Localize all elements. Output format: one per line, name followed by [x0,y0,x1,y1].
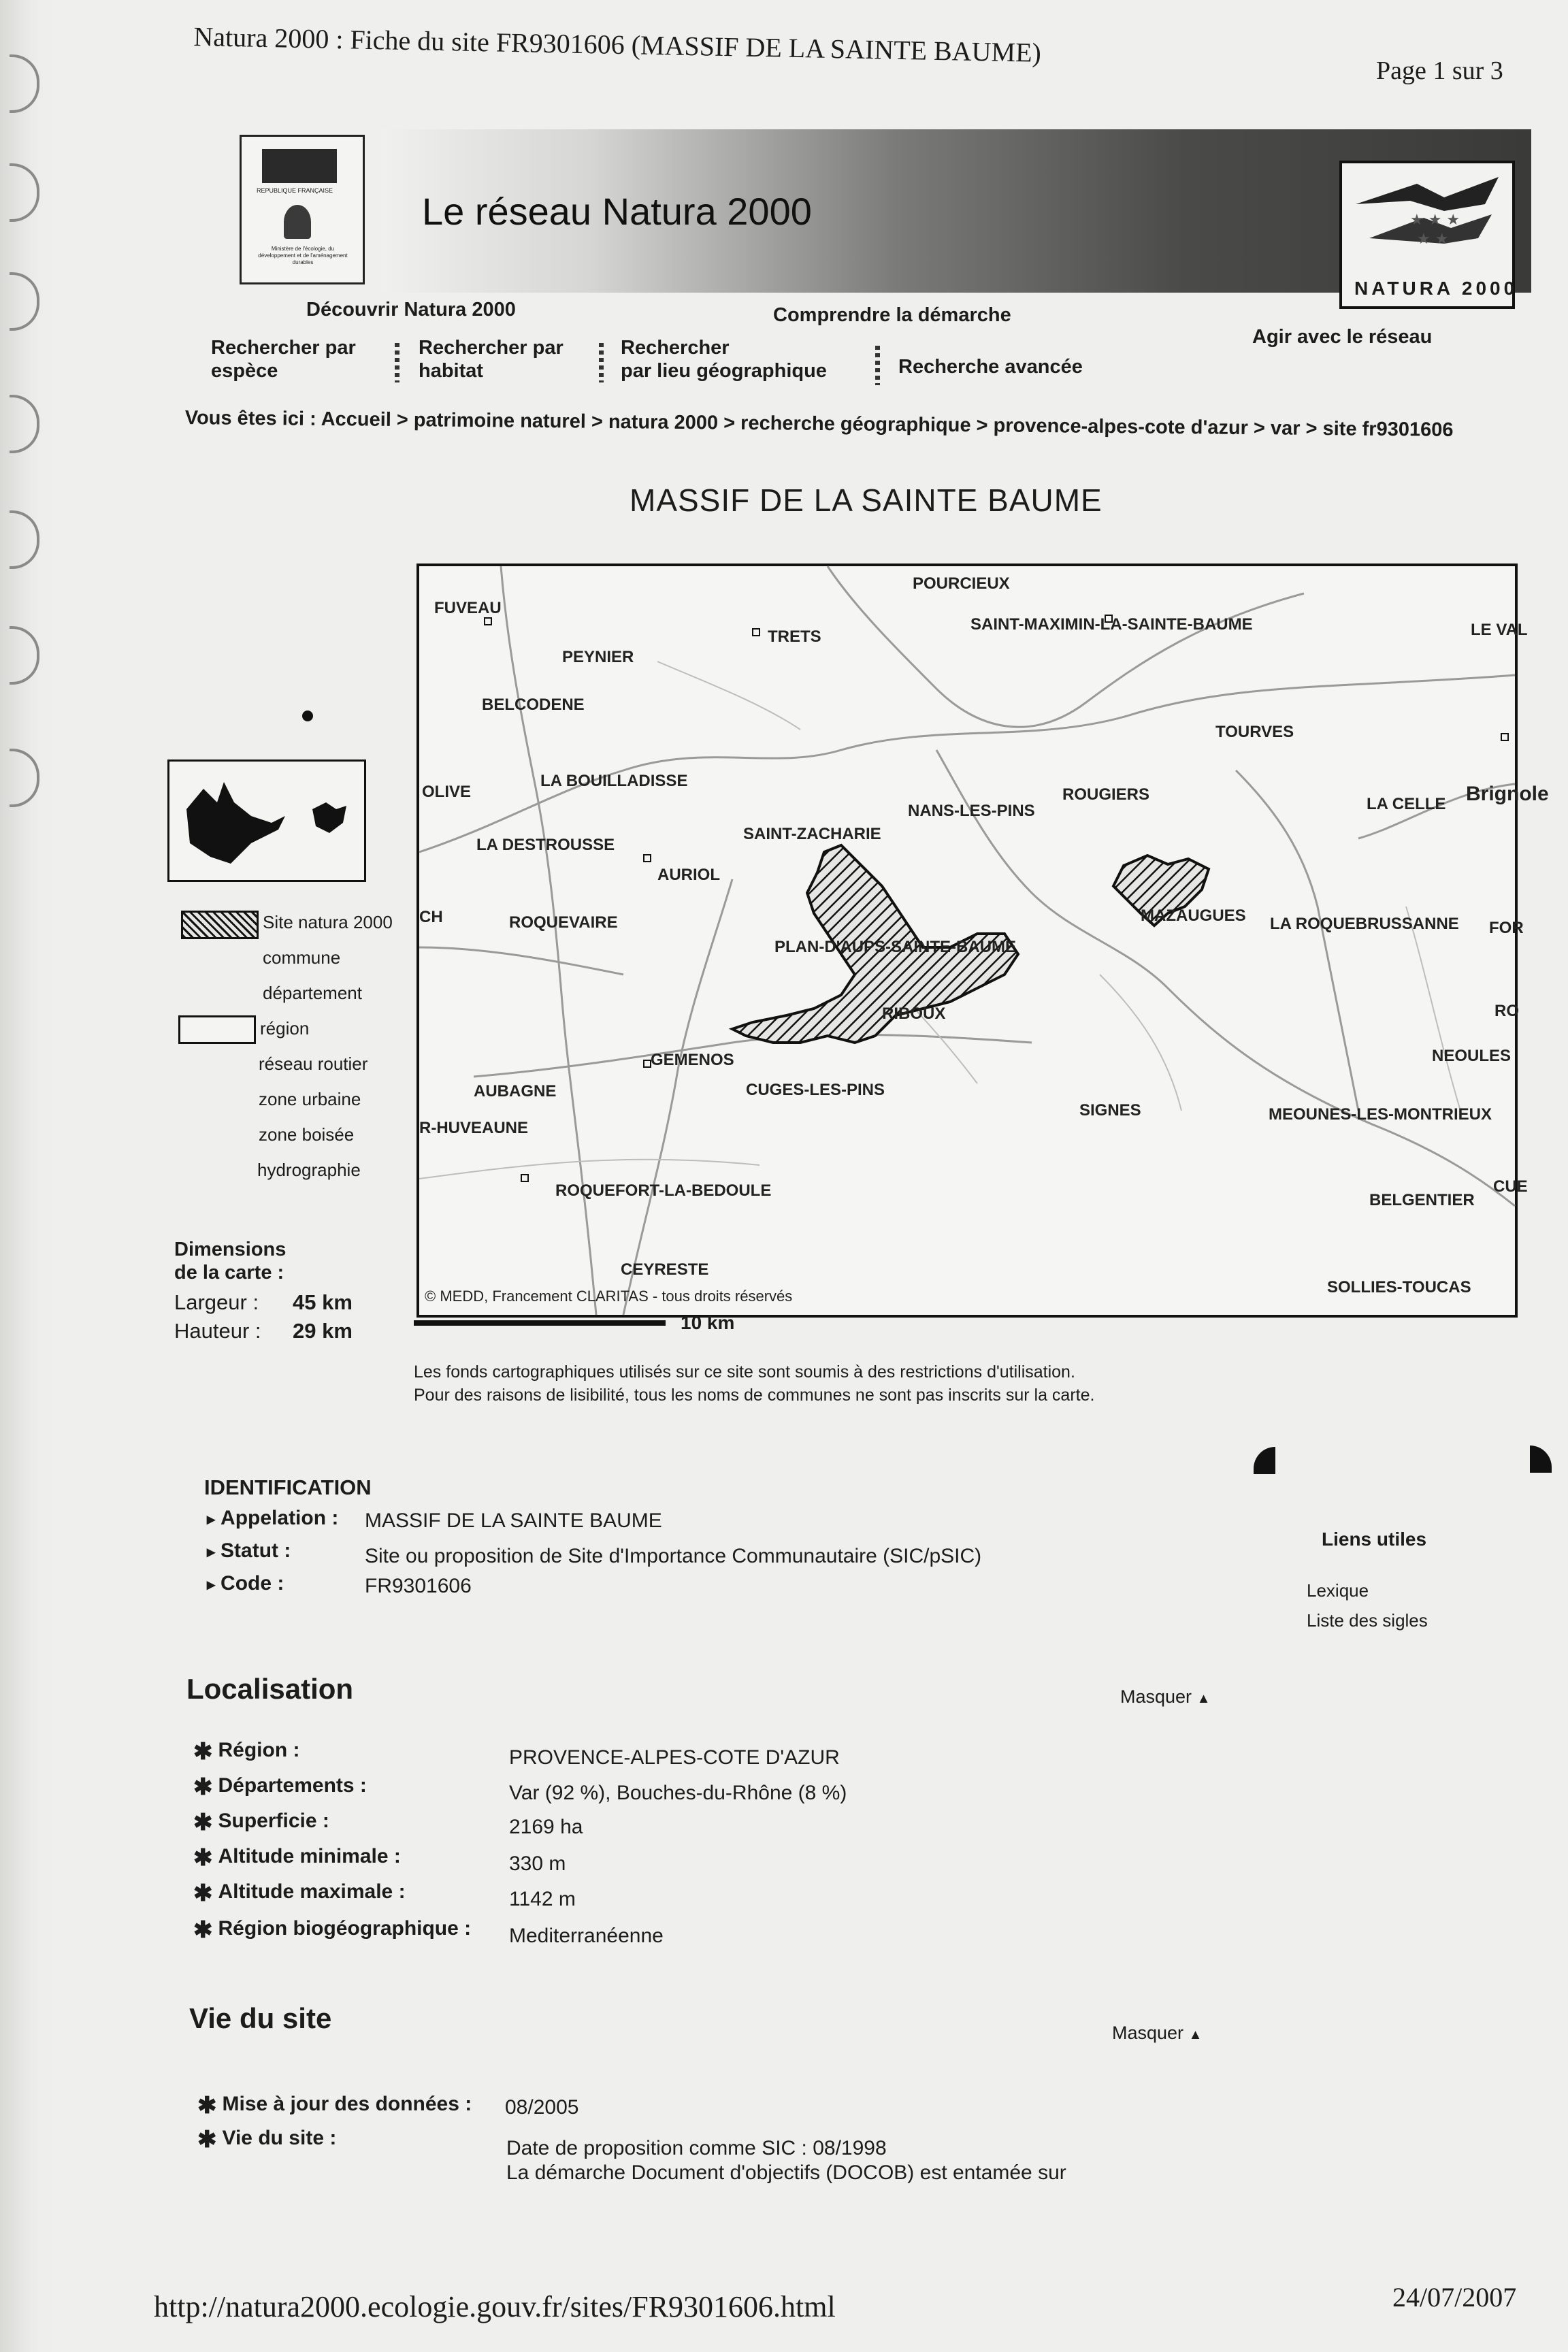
localisation-hide-label: Masquer [1120,1686,1192,1707]
birds-icon [1342,163,1512,272]
caret-up-icon: ▲ [1196,1691,1211,1706]
loc-row-value: 2169 ha [509,1816,583,1838]
asterisk-icon: ✱ [197,2093,217,2119]
binding-ring [10,626,39,685]
map-town-la-bouilladisse: LA BOUILLADISSE [540,772,688,790]
caret-up-icon: ▲ [1188,2027,1203,2042]
statut-value: Site ou proposition de Site d'Importance Communautaire (SIC/pSIC) [365,1545,982,1567]
print-footer-url: http://natura2000.ecologie.gouv.fr/sites/FR9301606.html [154,2290,836,2323]
map-town-plan-d-aups: PLAN-D'AUPS-SAINTE-BAUME [774,938,1017,956]
loc-row-label-text: Région biogéographique : [218,1917,472,1940]
nav-separator [395,343,399,382]
map-town-huveaune: R-HUVEAUNE [419,1119,529,1137]
asterisk-icon: ✱ [197,2127,217,2153]
map-copyright: © MEDD, Francement CLARITAS - tous droits réservés [425,1288,793,1305]
loc-row-value: 1142 m [509,1888,576,1910]
asterisk-icon: ✱ [193,1845,213,1871]
loc-row-label-text: Superficie : [218,1810,329,1832]
asterisk-icon: ✱ [193,1917,213,1943]
map-town-cuges-les-pins: CUGES-LES-PINS [746,1081,885,1099]
map-town-for: FOR [1489,919,1524,937]
life-value-2: La démarche Document d'objectifs (DOCOB) est entamée sur [506,2161,1066,2184]
map-town-gemenos: GEMENOS [651,1051,734,1069]
map-town-pourcieux: POURCIEUX [913,574,1010,593]
code-label [207,1572,284,1595]
link-lexique[interactable]: Lexique [1307,1580,1369,1601]
map-town-ceyreste: CEYRESTE [621,1260,709,1279]
loc-row-label-text: Altitude maximale : [218,1880,406,1903]
binding-ring [10,510,39,569]
map-town-cue: CUE [1493,1177,1528,1196]
banner-title: Le réseau Natura 2000 [422,190,812,233]
binding-ring [10,54,39,113]
map-town-peynier: PEYNIER [562,648,634,666]
spiral-binding [0,0,54,2352]
appelation-value: MASSIF DE LA SAINTE BAUME [365,1509,662,1532]
triangle-icon: ▸ [207,1510,216,1529]
legend-swatch-region [178,1015,256,1044]
nav-understand[interactable]: Comprendre la démarche [773,304,1011,326]
nav-discover[interactable]: Découvrir Natura 2000 [306,299,516,321]
map-dot [302,710,313,721]
map-town-la-roquebrussanne: LA ROQUEBRUSSANNE [1270,915,1459,933]
map-town-ch: CH [419,908,443,926]
map-town-olive: OLIVE [422,783,472,801]
map-note-2: Pour des raisons de lisibilité, tous les noms de communes ne sont pas inscrits sur la carte. [414,1386,1095,1405]
print-footer-date: 24/07/2007 [1392,2282,1517,2313]
ministry-logo[interactable] [240,135,365,284]
map-town-belgentier: BELGENTIER [1369,1191,1475,1209]
svg-text:★ ★ ★: ★ ★ ★ [1410,212,1460,229]
useful-links-heading: Liens utiles [1322,1529,1427,1550]
nav-search-place[interactable] [621,336,827,382]
map-town-signes: SIGNES [1079,1101,1141,1120]
minimap-shapes [169,762,364,880]
map-scale-label: 10 km [681,1312,735,1333]
loc-row-value: Var (92 %), Bouches-du-Rhône (8 %) [509,1782,847,1804]
nav-search-habitat-line1: Rechercher par [419,337,564,359]
map-town-belcodene: BELCODENE [482,696,585,714]
nav-search-species-line1: Rechercher par [211,337,356,359]
localisation-hide-button[interactable] [1120,1686,1210,1708]
dimensions-width-label: Largeur : [174,1290,259,1314]
binding-ring [10,395,39,453]
map-town-nans-les-pins: NANS-LES-PINS [908,802,1035,820]
update-label-text: Mise à jour des données : [222,2093,472,2115]
loc-row-value: PROVENCE-ALPES-COTE D'AZUR [509,1746,840,1769]
box-corner-left [1254,1447,1275,1474]
site-map[interactable] [416,564,1549,1318]
binding-ring [10,272,39,331]
loc-row-label-text: Départements : [218,1774,367,1797]
nav-search-place-line2: par lieu géographique [621,360,827,382]
localisation-heading: Localisation [186,1673,354,1705]
legend-wood: zone boisée [259,1124,355,1145]
vie-du-site-hide-label: Masquer [1112,2023,1184,2043]
map-town-roquevaire: ROQUEVAIRE [509,913,618,932]
map-town-saint-zacharie: SAINT-ZACHARIE [743,825,881,843]
appelation-label [207,1507,338,1530]
loc-row-value: Mediterranéenne [509,1925,664,1947]
dimensions-height-value: 29 km [293,1319,353,1343]
map-town-meounes: MEOUNES-LES-MONTRIEUX [1269,1105,1492,1124]
nav-search-place-line1: Rechercher [621,337,730,359]
map-town-riboux: RIBOUX [882,1004,946,1023]
map-town-sollies-toucas: SOLLIES-TOUCAS [1327,1278,1471,1296]
loc-row-label [193,1774,367,1801]
dimensions-title-1: Dimensions [174,1239,287,1260]
legend-road: réseau routier [259,1054,368,1074]
map-town-trets: TRETS [768,627,821,646]
legend-region: région [260,1018,310,1039]
map-town-rougiers: ROUGIERS [1062,785,1150,804]
vie-du-site-hide-button[interactable] [1112,2023,1202,2044]
update-label [197,2092,472,2119]
binding-ring [10,749,39,807]
triangle-icon: ▸ [207,1575,216,1594]
legend-urban: zone urbaine [259,1089,361,1109]
map-town-mazaugues: MAZAUGUES [1141,906,1246,925]
legend-hydro: hydrographie [257,1160,361,1180]
dimensions-width-value: 45 km [293,1290,353,1314]
map-town-neoules: NEOULES [1432,1047,1512,1065]
svg-text:★ ★: ★ ★ [1417,231,1449,248]
asterisk-icon: ✱ [193,1774,213,1800]
map-town-la-celle: LA CELLE [1367,795,1446,813]
loc-row-value: 330 m [509,1852,566,1875]
legend-commune: commune [263,947,341,968]
map-town-le-val: LE VAL [1471,621,1528,639]
ministry-top-text: REPUBLIQUE FRANÇAISE [257,187,333,194]
map-town-tourves: TOURVES [1215,723,1294,741]
life-label [197,2126,336,2153]
natura2000-logo-text: NATURA 2000 [1354,278,1518,299]
breadcrumb[interactable]: Vous êtes ici : Accueil > patrimoine naturel > natura 2000 > recherche géographique > provence-alpes-cote d'azur > var > site fr9301606 [184,407,1454,441]
map-scale-bar [414,1320,666,1326]
nav-search-habitat[interactable] [419,336,564,382]
statut-label-text: Statut : [220,1539,291,1562]
nav-search-species-line2: espèce [211,360,278,382]
map-town-la-destrousse: LA DESTROUSSE [476,836,615,854]
tree-icon [284,205,311,239]
asterisk-icon: ✱ [193,1810,213,1835]
map-town-saint-maximin: SAINT-MAXIMIN-LA-SAINTE-BAUME [970,615,1253,634]
nav-search-species[interactable] [211,336,356,382]
page-title: MASSIF DE LA SAINTE BAUME [630,483,1102,518]
marianne-icon [262,149,337,183]
overview-minimap[interactable] [167,760,366,882]
natura2000-logo[interactable] [1339,161,1518,309]
nav-advanced-search[interactable]: Recherche avancée [898,356,1083,378]
code-value: FR9301606 [365,1575,472,1597]
dimensions-height-label: Hauteur : [174,1319,261,1343]
dimensions-title-2: de la carte : [174,1262,284,1284]
map-note-1: Les fonds cartographiques utilisés sur ce site sont soumis à des restrictions d'utilisation. [414,1362,1075,1382]
map-town-brignoles: Brignole [1466,783,1549,805]
map-town-ro: RO [1494,1002,1519,1020]
vie-du-site-heading: Vie du site [189,2002,332,2034]
appelation-label-text: Appelation : [220,1507,339,1529]
box-corner-right [1530,1446,1552,1473]
identification-heading: IDENTIFICATION [204,1475,372,1499]
update-value: 08/2005 [505,2096,579,2119]
print-header-title: Natura 2000 : Fiche du site FR9301606 (MASSIF DE LA SAINTE BAUME) [193,20,1042,68]
legend-site: Site natura 2000 [263,912,393,932]
nav-separator [599,343,604,382]
nav-search-habitat-line2: habitat [419,360,484,382]
life-value-1: Date de proposition comme SIC : 08/1998 [506,2137,887,2159]
loc-row-label-text: Altitude minimale : [218,1845,401,1867]
loc-row-label [193,1809,329,1836]
statut-label [207,1539,291,1563]
loc-row-label-text: Région : [218,1739,300,1761]
nav-separator [875,346,880,385]
binding-ring [10,163,39,222]
loc-row-label [193,1880,406,1907]
life-label-text: Vie du site : [222,2127,337,2149]
loc-row-label [193,1844,401,1872]
asterisk-icon: ✱ [193,1739,213,1765]
map-town-fuveau: FUVEAU [434,599,502,617]
loc-row-label [193,1916,471,1944]
link-sigles[interactable]: Liste des sigles [1307,1610,1428,1631]
legend-departement: département [263,983,362,1003]
asterisk-icon: ✱ [193,1880,213,1906]
loc-row-label [193,1738,300,1765]
nav-act[interactable]: Agir avec le réseau [1252,326,1433,348]
map-town-aubagne: AUBAGNE [474,1082,557,1100]
print-page-number: Page 1 sur 3 [1376,56,1503,85]
code-label-text: Code : [220,1572,284,1595]
triangle-icon: ▸ [207,1543,216,1561]
map-town-roquefort-la-bedoule: ROQUEFORT-LA-BEDOULE [555,1181,772,1200]
ministry-bottom-text: Ministère de l'écologie, du développement et de l'aménagement durables [258,246,348,265]
map-town-auriol: AURIOL [657,866,720,884]
legend-swatch-site [181,911,259,939]
